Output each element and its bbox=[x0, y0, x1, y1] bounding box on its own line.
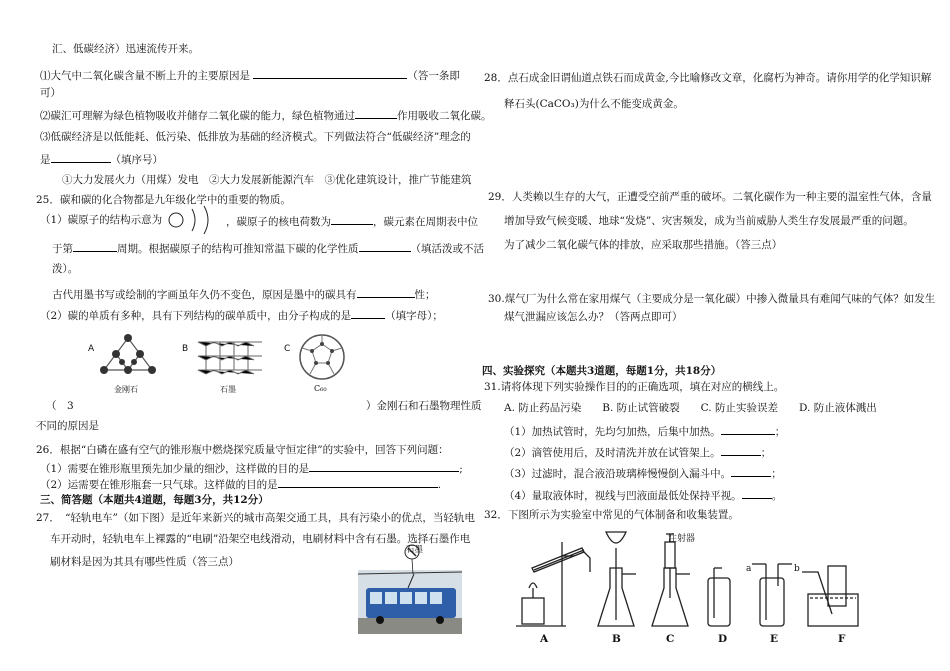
q25-1: （1）碳原子的结构示意为 bbox=[40, 214, 163, 226]
carbon-atom-structure-diagram bbox=[164, 203, 224, 237]
answer-blank[interactable] bbox=[357, 286, 415, 298]
caption-c60: C₆₀ bbox=[314, 384, 327, 393]
q29: 29．人类赖以生存的大气，正遭受空前严重的破坏。二氧化碳作为一种主要的温室性气体，含量 bbox=[488, 191, 932, 203]
q27-line2: 车开动时，轻轨电车上裸露的“电刷”沿架空电线滑动，电刷材料中含有石墨。选择石墨作电 bbox=[50, 533, 471, 545]
q31: 31.请将体现下列实验操作目的的正确选项，填在对应的横线上。 bbox=[484, 381, 785, 393]
q28-line2: 释石头(CaCO₃)为什么不能变成黄金。 bbox=[504, 98, 684, 110]
q24-3b: 是 （填序号） bbox=[40, 151, 163, 167]
q25-3-line2: 不同的原因是 bbox=[36, 420, 99, 432]
q31-4: （4）量取液体时，视线与凹液面最低处保持平视。 。 bbox=[504, 487, 782, 503]
tram-label: 石墨 bbox=[406, 545, 424, 555]
q31-3: （3）过滤时，混合液沿玻璃棒慢慢倒入漏斗中。 ； bbox=[504, 465, 782, 481]
figure-label-a: A bbox=[88, 344, 95, 354]
apparatus-label-b: B bbox=[612, 633, 621, 645]
q31-options: A. 防止药品污染 B. 防止试管破裂 C. 防止实验误差 D. 防止液体溅出 bbox=[504, 402, 877, 414]
text-line: 可） bbox=[40, 87, 61, 99]
c60-structure-image bbox=[296, 332, 348, 382]
answer-blank[interactable] bbox=[309, 460, 459, 472]
answer-blank[interactable] bbox=[331, 213, 373, 225]
q24-1: ⑴大气中二氧化碳含量不断上升的主要原因是 （答一条即 bbox=[40, 67, 460, 83]
apparatus-label-f: F bbox=[838, 633, 846, 645]
q27-line3: 刷材料是因为其具有哪些性质（答三点） bbox=[50, 556, 239, 568]
answer-blank[interactable] bbox=[51, 151, 111, 163]
apparatus-label-e: E bbox=[770, 633, 779, 645]
answer-blank[interactable] bbox=[731, 465, 771, 477]
q24-3: ⑶低碳经济是以低能耗、低污染、低排放为基础的经济模式。下列做法符合“低碳经济”理念的 bbox=[40, 131, 471, 143]
q26-2: （2）运需要在锥形瓶套一只气球。这样做的目的是 . bbox=[40, 476, 441, 492]
apparatus-label-d: D bbox=[718, 633, 728, 645]
answer-blank[interactable] bbox=[721, 423, 775, 435]
text-line: 泼）。 bbox=[52, 263, 79, 275]
port-a-label: a bbox=[746, 564, 752, 574]
port-b-label: b bbox=[794, 564, 800, 574]
q25: 25．碳和碳的化合物都是九年级化学中的重要的物质。 bbox=[36, 194, 291, 206]
syringe-label: 注射器 bbox=[668, 534, 696, 544]
q29-line2: 增加导致气候变暖、地球“发烧”、灾害频发，成为当前威胁人类生存发展最严重的问题。 bbox=[504, 215, 914, 227]
section-3-heading: 三、简答题（本题共4道题，每题3分，共12分） bbox=[40, 494, 269, 506]
diamond-structure-image bbox=[96, 332, 160, 382]
answer-blank[interactable] bbox=[351, 307, 385, 319]
answer-blank[interactable] bbox=[359, 240, 411, 252]
q31-1: （1）加热试管时，先均匀加热，后集中加热。 ； bbox=[504, 423, 785, 439]
apparatus-label-c: C bbox=[666, 633, 675, 645]
answer-blank[interactable] bbox=[73, 240, 117, 252]
figure-label-b: B bbox=[182, 344, 189, 354]
q32: 32．下图所示为实验室中常见的气体制备和收集装置。 bbox=[484, 509, 739, 521]
q25-1-cont: ，碳原子的核电荷数为 ，碳元素在周期表中位 bbox=[226, 213, 478, 229]
answer-blank[interactable] bbox=[742, 487, 772, 499]
q24-2: ⑵碳汇可理解为绿色植物吸收并储存二氧化碳的能力，绿色植物通过 作用吸收二氧化碳。 bbox=[40, 107, 492, 123]
light-rail-tram-image bbox=[358, 542, 462, 634]
q25-2: （2）碳的单质有多种，具有下列结构的碳单质中，由分子构成的是 （填字母）； bbox=[40, 307, 443, 323]
gas-apparatus-diagram bbox=[502, 528, 902, 632]
q25-1-line2: 于第 周期。根据碳原子的结构可推知常温下碳的化学性质 （填活泼或不活 bbox=[52, 240, 484, 256]
q25-3-cont: ）金刚石和石墨物理性质 bbox=[366, 400, 482, 412]
figure-label-c: C bbox=[284, 344, 291, 354]
q30-line2: 煤气泄漏应该怎么办？（答两点即可） bbox=[504, 311, 683, 323]
q29-line3: 为了减少二氧化碳气体的排放，应采取那些措施。（答三点） bbox=[504, 239, 783, 251]
q30: 30.煤气厂为什么常在家用煤气（主要成分是一氧化碳）中掺入微量具有难闻气味的气体？如发生 bbox=[488, 293, 936, 305]
q27: 27． “轻轨电车”（如下图）是近年来新兴的城市高架交通工具，具有污染小的优点，当轻轨电 bbox=[36, 512, 475, 524]
q28: 28．点石成金旧谓仙道点铁石而成黄金,今比喻修改文章，化腐朽为神奇。请你用学的化学知识解 bbox=[484, 72, 932, 84]
section-4-heading: 四、实验探究（本题共3道题，每题1分，共18分） bbox=[482, 365, 722, 377]
q26-1: （1）需要在锥形瓶里预先加少量的细沙，这样做的目的是 ; bbox=[40, 460, 463, 476]
q25-3: （ 3 bbox=[46, 400, 74, 412]
caption-graphite: 石墨 bbox=[220, 385, 236, 394]
graphite-structure-image bbox=[194, 334, 266, 380]
text-line: 汇、低碳经济）迅速流传开来。 bbox=[52, 43, 199, 55]
answer-blank[interactable] bbox=[253, 67, 407, 79]
answer-blank[interactable] bbox=[278, 476, 438, 488]
answer-blank[interactable] bbox=[721, 444, 761, 456]
apparatus-label-a: A bbox=[540, 633, 549, 645]
q24-options: ①大力发展火力（用煤）发电 ②大力发展新能源汽车 ③优化建筑设计，推广节能建筑 bbox=[62, 174, 472, 186]
answer-blank[interactable] bbox=[355, 107, 397, 119]
q26: 26．根据“白磷在盛有空气的锥形瓶中燃烧探究质量守恒定律”的实验中，回答下列问题： bbox=[36, 444, 449, 456]
q31-2: （2）滴管使用后，及时清洗并放在试管架上。 ； bbox=[504, 444, 771, 460]
caption-diamond: 金刚石 bbox=[114, 385, 138, 394]
q25-ink: 古代用墨书写或绘制的字画虽年久仍不变色，原因是墨中的碳具有 性； bbox=[52, 286, 436, 302]
